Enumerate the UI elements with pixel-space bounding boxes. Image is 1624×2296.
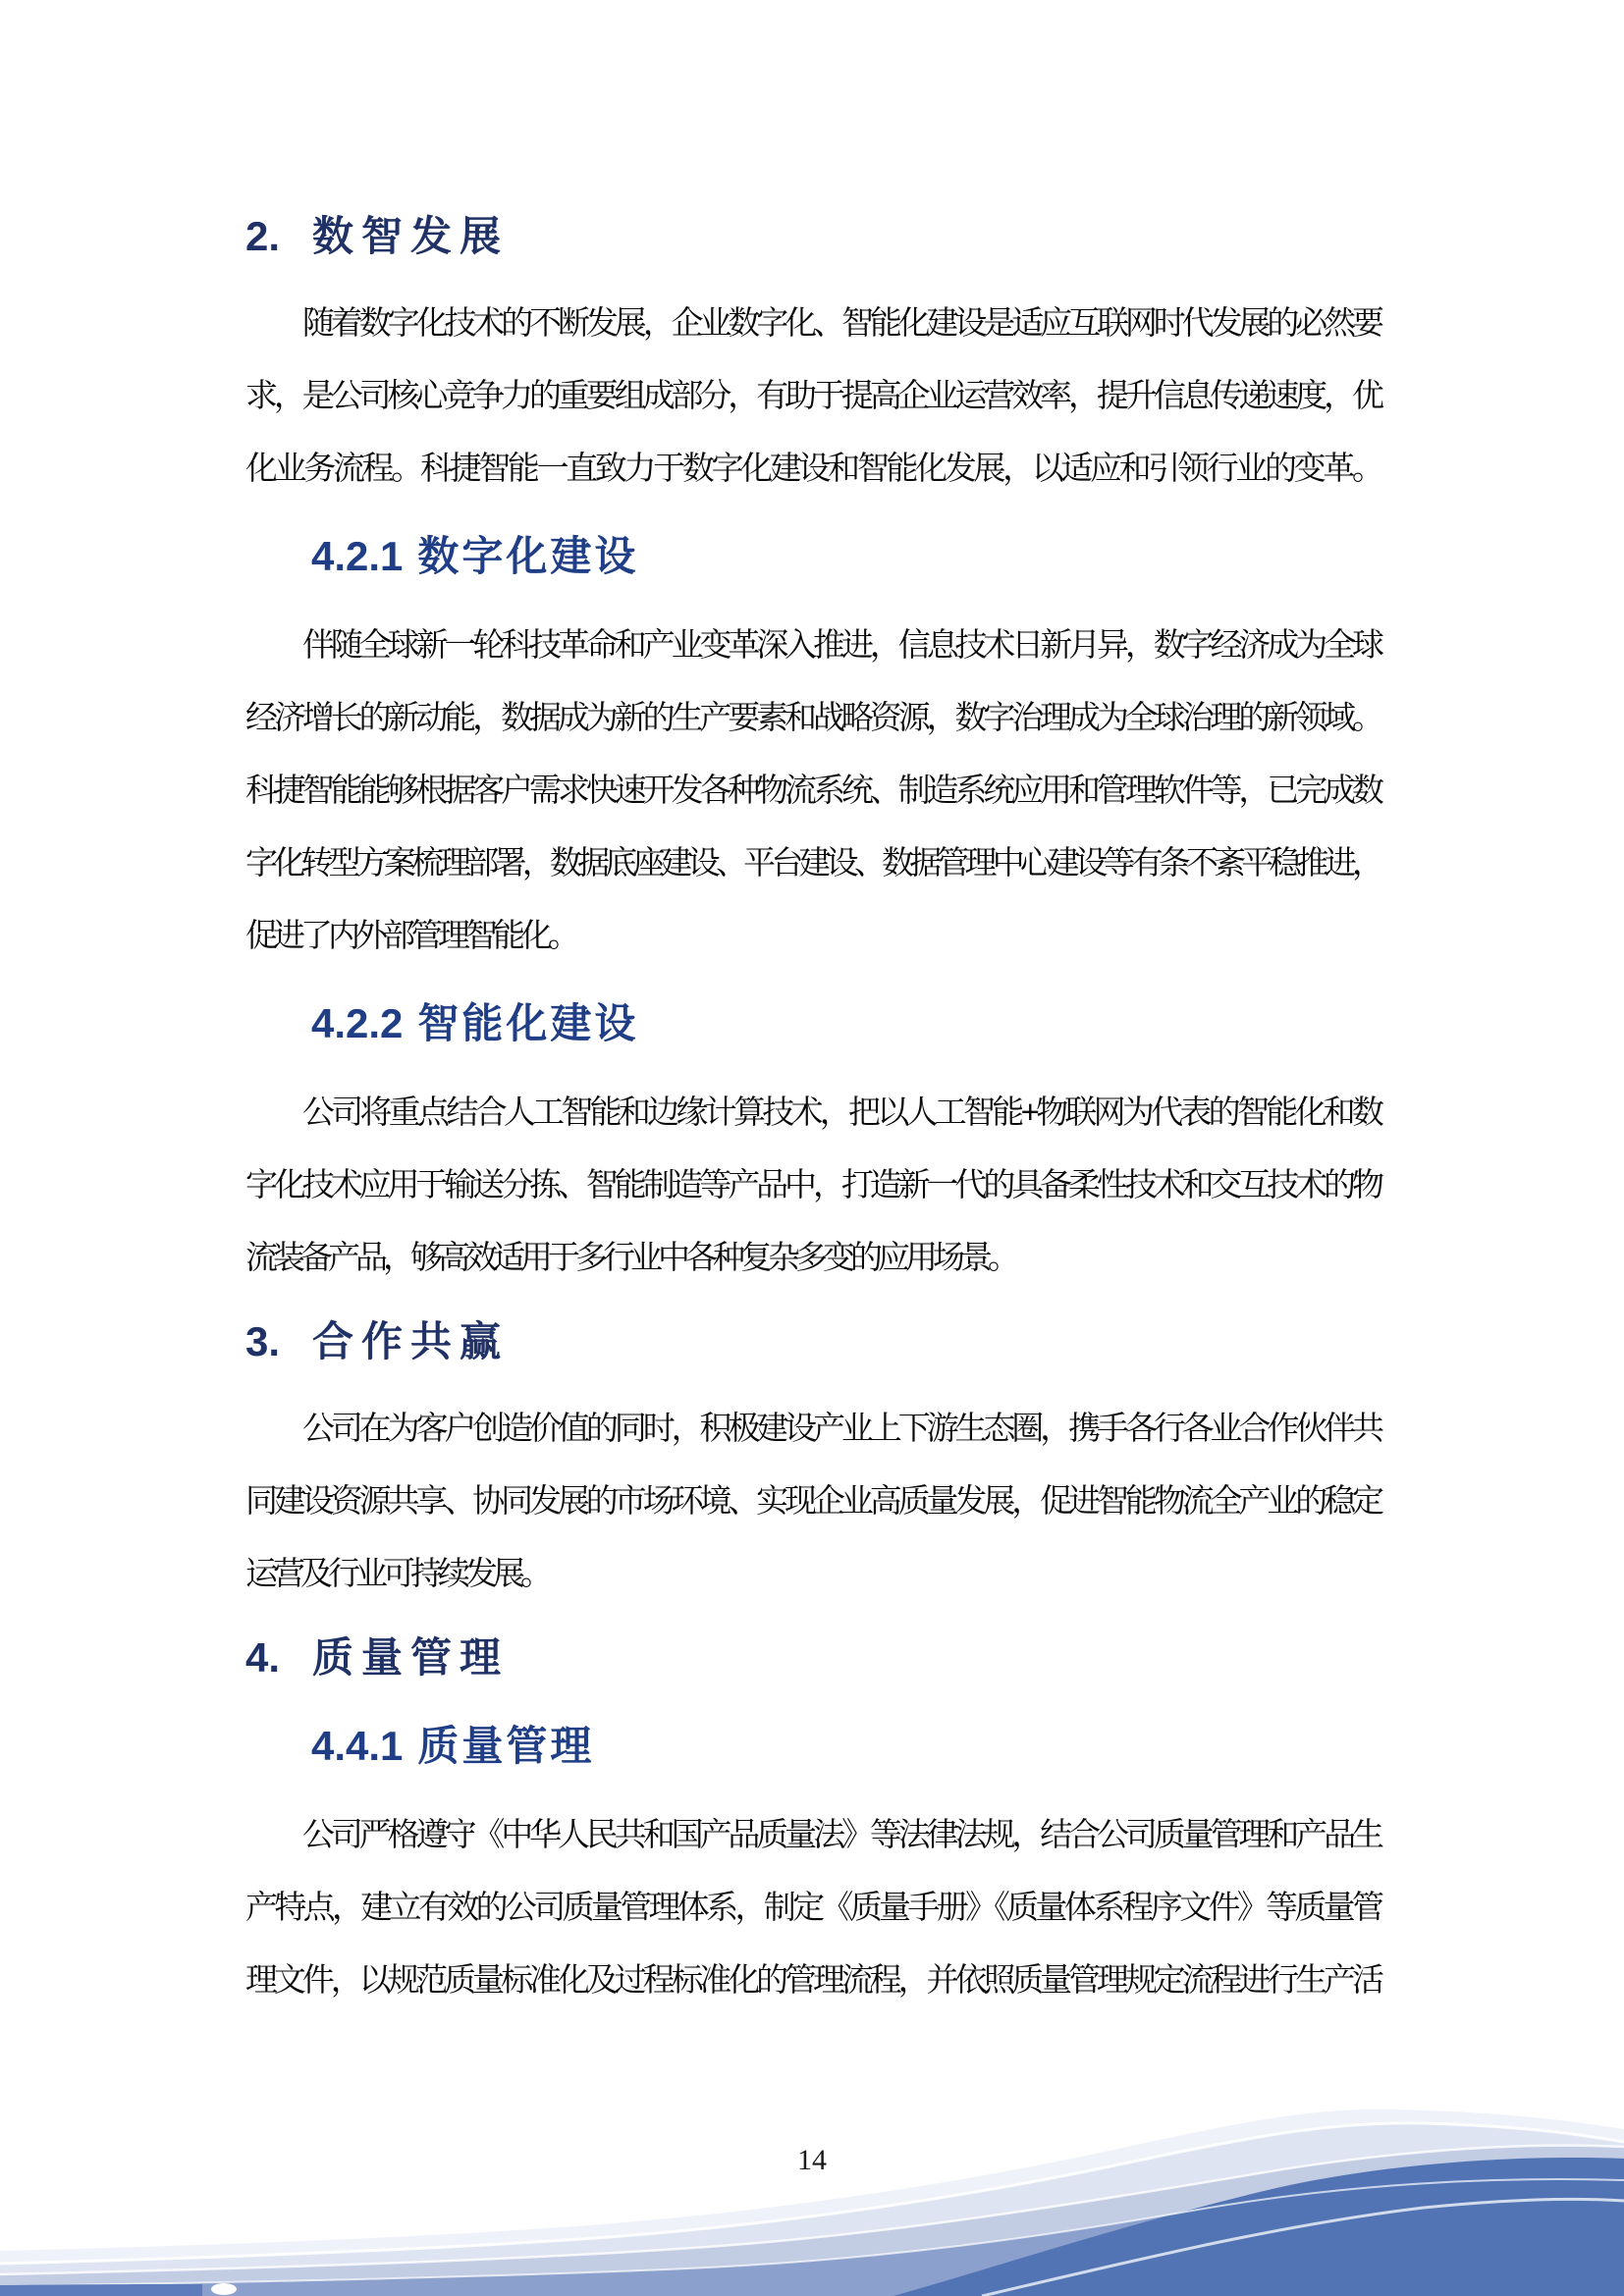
section-heading-3 [245,1306,1380,1378]
paragraph-line: 流装备产品，够高效适用于多行业中各种复杂多变的应用场景。 [245,1239,1015,1275]
subsection-heading-title: 数字化建设 [417,533,639,579]
paragraph-line: 求，是公司核心竞争力的重要组成部分，有助于提高企业运营效率，提升信息传递速度，优 [245,377,1380,413]
paragraph [245,1392,1380,1610]
paragraph-line: 产特点，建立有效的公司质量管理体系，制定《质量手册》《质量体系程序文件》等质量管 [245,1889,1380,1925]
wave-corner-strip [0,2284,202,2296]
subsection-heading-title: 智能化建设 [417,1000,639,1046]
section-heading-2 [245,200,1380,273]
paragraph [245,609,1380,972]
section-heading-title: 合作共赢 [312,1318,510,1364]
subsection-heading-number: 4.2.2 [311,1000,404,1046]
section-heading-4 [245,1622,1380,1694]
paragraph-line: 理文件，以规范质量标准化及过程标准化的管理流程，并依照质量管理规定流程进行生产活 [245,1961,1380,1998]
paragraph-line: 公司将重点结合人工智能和边缘计算技术，把以人工智能+物联网为代表的智能化和数 [302,1094,1380,1130]
paragraph-line: 随着数字化技术的不断发展，企业数字化、智能化建设是适应互联网时代发展的必然要 [302,304,1380,341]
subsection-heading-4-2-1 [311,520,1380,593]
page-number: 14 [797,2144,827,2176]
paragraph [245,1076,1380,1294]
paragraph-line: 运营及行业可持续发展。 [245,1555,548,1591]
paragraph-line: 字化技术应用于输送分拣、智能制造等产品中，打造新一代的具备柔性技术和交互技术的物 [245,1166,1380,1202]
paragraph-line: 促进了内外部管理智能化。 [245,917,575,953]
section-heading-number: 3. [245,1318,281,1364]
paragraph-line: 经济增长的新动能，数据成为新的生产要素和战略资源，数字治理成为全球治理的新领域。 [245,699,1380,735]
section-heading-number: 4. [245,1634,281,1681]
document-content [245,188,1380,2016]
paragraph-line: 同建设资源共享、协同发展的市场环境、实现企业高质量发展，促进智能物流全产业的稳定 [245,1482,1380,1519]
subsection-heading-4-4-1 [311,1710,1380,1783]
section-heading-number: 2. [245,213,281,259]
subsection-heading-title: 质量管理 [417,1723,595,1769]
section-heading-title: 质量管理 [312,1634,510,1681]
paragraph-line: 化业务流程。科捷智能一直致力于数字化建设和智能化发展，以适应和引领行业的变革。 [245,450,1380,486]
subsection-heading-number: 4.4.1 [311,1723,404,1769]
paragraph [245,1798,1380,2016]
subsection-heading-number: 4.2.1 [311,533,404,579]
wave-dot [211,2283,237,2295]
section-heading-title: 数智发展 [312,213,510,259]
paragraph-line: 科捷智能能够根据客户需求快速开发各种物流系统、制造系统应用和管理软件等，已完成数 [245,772,1380,808]
paragraph [245,287,1380,505]
paragraph-line: 伴随全球新一轮科技革命和产业变革深入推进，信息技术日新月异，数字经济成为全球 [302,626,1380,663]
paragraph-line: 公司严格遵守《中华人民共和国产品质量法》等法律法规，结合公司质量管理和产品生 [302,1816,1380,1852]
subsection-heading-4-2-2 [311,988,1380,1060]
paragraph-line: 字化转型方案梳理部署，数据底座建设、平台建设、数据管理中心建设等有条不紊平稳推进， [245,844,1380,881]
paragraph-line: 公司在为客户创造价值的同时，积极建设产业上下游生态圈，携手各行各业合作伙伴共 [302,1410,1380,1446]
